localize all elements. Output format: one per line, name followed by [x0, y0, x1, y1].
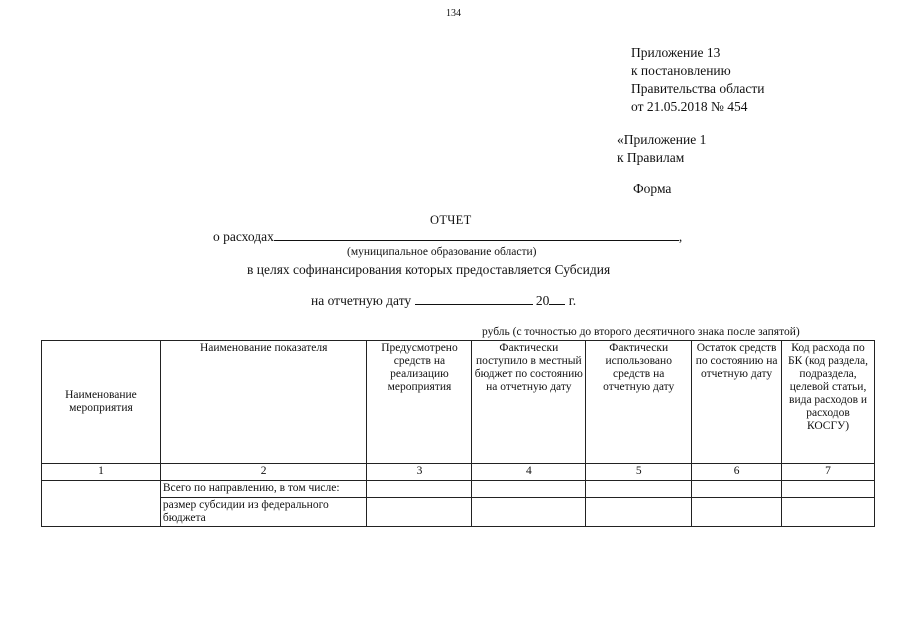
- purpose-line: в целях софинансирования которых предоставляется Субсидия: [247, 262, 611, 277]
- date-suffix: г.: [568, 293, 577, 308]
- column-header: Фактически использовано средств на отчетную дату: [586, 341, 692, 464]
- column-number-row: [42, 464, 875, 481]
- appendix-line: к постановлению: [631, 63, 731, 78]
- table-cell[interactable]: [367, 498, 472, 527]
- expenses-suffix: ,: [678, 229, 683, 244]
- expenses-line: [213, 229, 682, 245]
- table-cell[interactable]: [586, 498, 692, 527]
- table-cell[interactable]: [692, 481, 782, 498]
- column-header: Код расхода по БК (код раздела, подраздела, целевой статьи, вида расходов и расходов КОСГУ): [782, 341, 875, 464]
- column-number: 7: [782, 464, 875, 481]
- table-cell[interactable]: [782, 498, 875, 527]
- units-note: рубль (с точностью до второго десятичного знака после запятой): [482, 326, 800, 338]
- prior-appendix-line: к Правилам: [617, 150, 685, 165]
- municipality-note: (муниципальное образование области): [347, 246, 537, 258]
- table-row: [42, 498, 875, 527]
- table-cell[interactable]: [586, 481, 692, 498]
- date-prefix: на отчетную дату: [311, 293, 412, 308]
- date-blank[interactable]: [415, 293, 533, 305]
- prior-appendix-line: «Приложение 1: [617, 132, 707, 147]
- prior-appendix-reference: [617, 131, 706, 167]
- table-cell[interactable]: [367, 481, 472, 498]
- appendix-line: Приложение 13: [631, 45, 721, 60]
- appendix-line: от 21.05.2018 № 454: [631, 99, 748, 114]
- table-header-row: [42, 341, 875, 464]
- municipality-blank[interactable]: [274, 229, 679, 241]
- column-header: Остаток средств по состоянию на отчетную дату: [692, 341, 782, 464]
- column-header: Наименование мероприятия: [42, 341, 161, 464]
- column-number: 3: [367, 464, 472, 481]
- table-cell[interactable]: [472, 481, 586, 498]
- column-number: 4: [472, 464, 586, 481]
- row-label: размер субсидии из федерального бюджета: [160, 498, 367, 527]
- table-cell[interactable]: [782, 481, 875, 498]
- report-table: [41, 340, 875, 527]
- date-year: 20: [535, 293, 550, 308]
- table-row: [42, 481, 875, 498]
- column-number: 6: [692, 464, 782, 481]
- page-number: 134: [446, 8, 461, 19]
- column-header: Наименование показателя: [160, 341, 367, 464]
- reporting-date-line: [311, 293, 576, 309]
- column-number: 1: [42, 464, 161, 481]
- column-number: 2: [160, 464, 367, 481]
- form-label: Форма: [633, 181, 672, 196]
- expenses-prefix: о расходах: [213, 229, 274, 244]
- column-header: Предусмотрено средств на реализацию мероприятия: [367, 341, 472, 464]
- column-header: Фактически поступило в местный бюджет по состоянию на отчетную дату: [472, 341, 586, 464]
- table-cell[interactable]: [42, 481, 161, 527]
- row-label: Всего по направлению, в том числе:: [160, 481, 367, 498]
- report-title: ОТЧЕТ: [430, 213, 472, 227]
- appendix-line: Правительства области: [631, 81, 765, 96]
- appendix-reference: [631, 44, 764, 116]
- table-cell[interactable]: [472, 498, 586, 527]
- year-blank[interactable]: [549, 293, 565, 305]
- table-cell[interactable]: [692, 498, 782, 527]
- column-number: 5: [586, 464, 692, 481]
